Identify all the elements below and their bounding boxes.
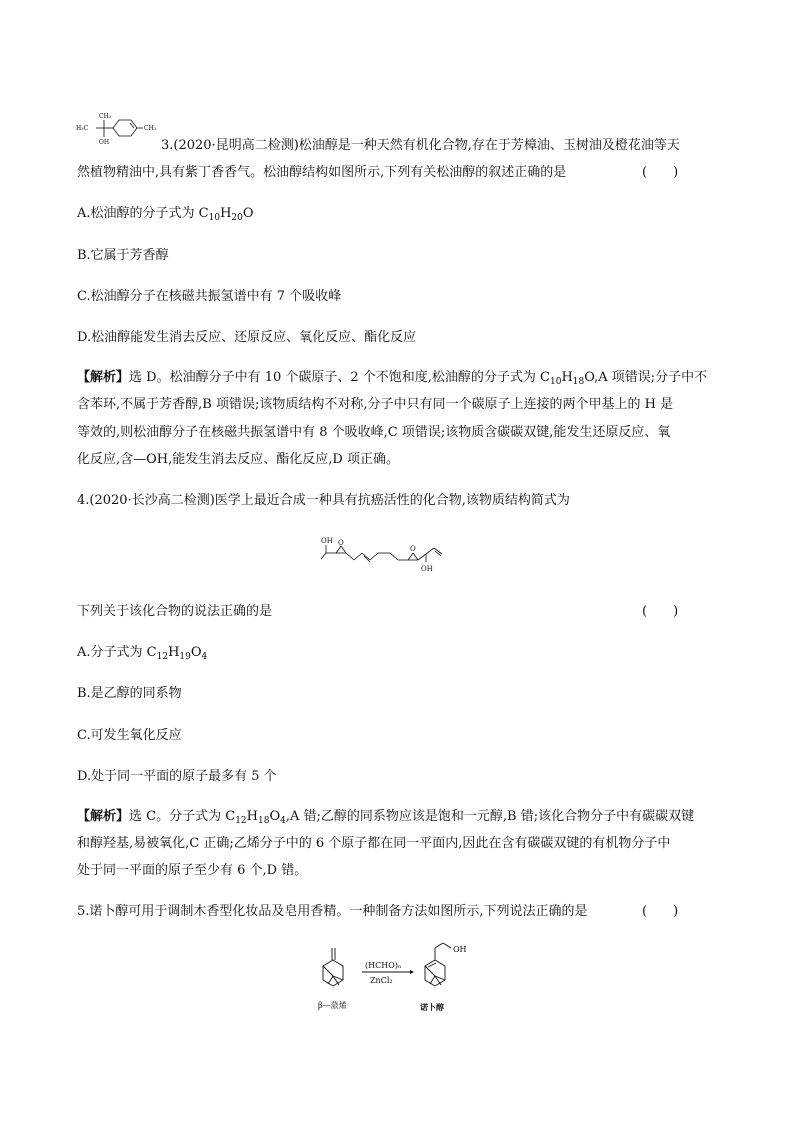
reactant-name-label: β—蒎烯: [318, 1001, 347, 1010]
q3-number-source: 3.(2020·昆明高二检测): [161, 138, 299, 153]
q3-stem-text: 松油醇是一种天然有机化合物,存在于芳樟油、玉树油及橙花油等天: [298, 138, 680, 153]
epoxide-o-left-label: O: [338, 539, 344, 547]
q3-analysis-tag: 【解析】: [77, 370, 130, 385]
q4-analysis-line2: 和醇羟基,易被氧化,C 正确;乙烯分子中的 6 个原子都在同一平面内,因此在含有碳碳双键的有机物分子中: [77, 836, 671, 851]
product-oh-label: OH: [453, 945, 467, 954]
q4-analysis-line3: 处于同一平面的原子至少有 6 个,D 错。: [77, 863, 308, 878]
product-name-label: 诺卜醇: [420, 1002, 444, 1012]
q4-option-b: B.是乙醇的同系物: [77, 686, 182, 701]
h3c-left-label: H₃C: [76, 125, 89, 132]
q5-stem: 5.诺卜醇可用于调制木香型化妆品及皂用香精。一种制备方法如图所示,下列说法正确的是: [77, 904, 588, 919]
q4-structure: [318, 533, 468, 583]
q3-structure: [74, 110, 164, 160]
q3-option-a: A.松油醇的分子式为 $C_{10}H_{20}O$: [77, 206, 254, 223]
anticancer-compound-structure-diagram: [318, 533, 468, 583]
nopol-synthesis-diagram: [310, 940, 480, 1020]
oh-top-label: OH: [321, 537, 333, 545]
q4-stem-line1: 4.(2020·长沙高二检测)医学上最近合成一种具有抗癌活性的化合物,该物质结构简式为: [77, 493, 570, 508]
q5-answer-paren: ( ): [642, 904, 679, 919]
q3-option-b: B.它属于芳香醇: [77, 248, 169, 263]
q3-analysis-line4: 化反应,含—OH,能发生消去反应、酯化反应,D 项正确。: [77, 452, 399, 467]
epoxide-o-right-label: O: [410, 545, 416, 553]
terpineol-structure-diagram: [74, 110, 164, 160]
q4-option-d: D.处于同一平面的原子最多有 5 个: [77, 769, 277, 784]
q4-option-c: C.可发生氧化反应: [77, 728, 182, 743]
q3-stem-line2: 然植物精油中,具有紫丁香香气。松油醇结构如图所示,下列有关松油醇的叙述正确的是: [77, 165, 567, 180]
q4-stem-line2: 下列关于该化合物的说法正确的是: [77, 604, 273, 619]
ch3-top-label: CH₃: [99, 113, 112, 120]
q3-answer-paren: ( ): [642, 165, 679, 180]
q3-analysis-line3: 等效的,则松油醇分子在核磁共振氢谱中有 8 个吸收峰,C 项错误;该物质含碳碳双键,能发生还原反应、氧: [77, 425, 671, 440]
q3-option-c: C.松油醇分子在核磁共振氢谱中有 7 个吸收峰: [77, 289, 342, 304]
q4-option-a: A.分子式为 $C_{12}H_{19}O_4$: [77, 645, 208, 662]
q4-analysis-tag: 【解析】: [77, 809, 130, 824]
q5-reaction-scheme: [310, 940, 480, 1020]
q4-answer-paren: ( ): [642, 604, 679, 619]
q4-analysis-line1: 【解析】选 C。分子式为 $C_{12}H_{18}O_4,A$ 错;乙醇的同系物应该是饱和一元醇,B 错;该化合物分子中有碳碳双键: [77, 809, 695, 826]
reagent-bottom-label: ZnCl₂: [370, 976, 393, 985]
q3-analysis-line2: 含苯环,不属于芳香醇,B 项错误;该物质结构不对称,分子中只有同一个碳原子上连接的两个甲基上的 H 是: [77, 397, 674, 412]
oh-bottom-label: OH: [99, 139, 110, 146]
q3-stem-line1: [161, 137, 680, 155]
reagent-top-label: (HCHO)ₙ: [365, 961, 402, 970]
q3-analysis-line1: 【解析】选 D。松油醇分子中有 10 个碳原子、2 个不饱和度,松油醇的分子式为 $C_{10}H_{18}O,A$ 项错误;分子中不: [77, 370, 708, 387]
q3-option-d: D.松油醇能发生消去反应、还原反应、氧化反应、酯化反应: [77, 330, 417, 345]
ch3-right-label: CH₃: [144, 125, 157, 132]
oh-bottom-label: OH: [421, 565, 433, 573]
